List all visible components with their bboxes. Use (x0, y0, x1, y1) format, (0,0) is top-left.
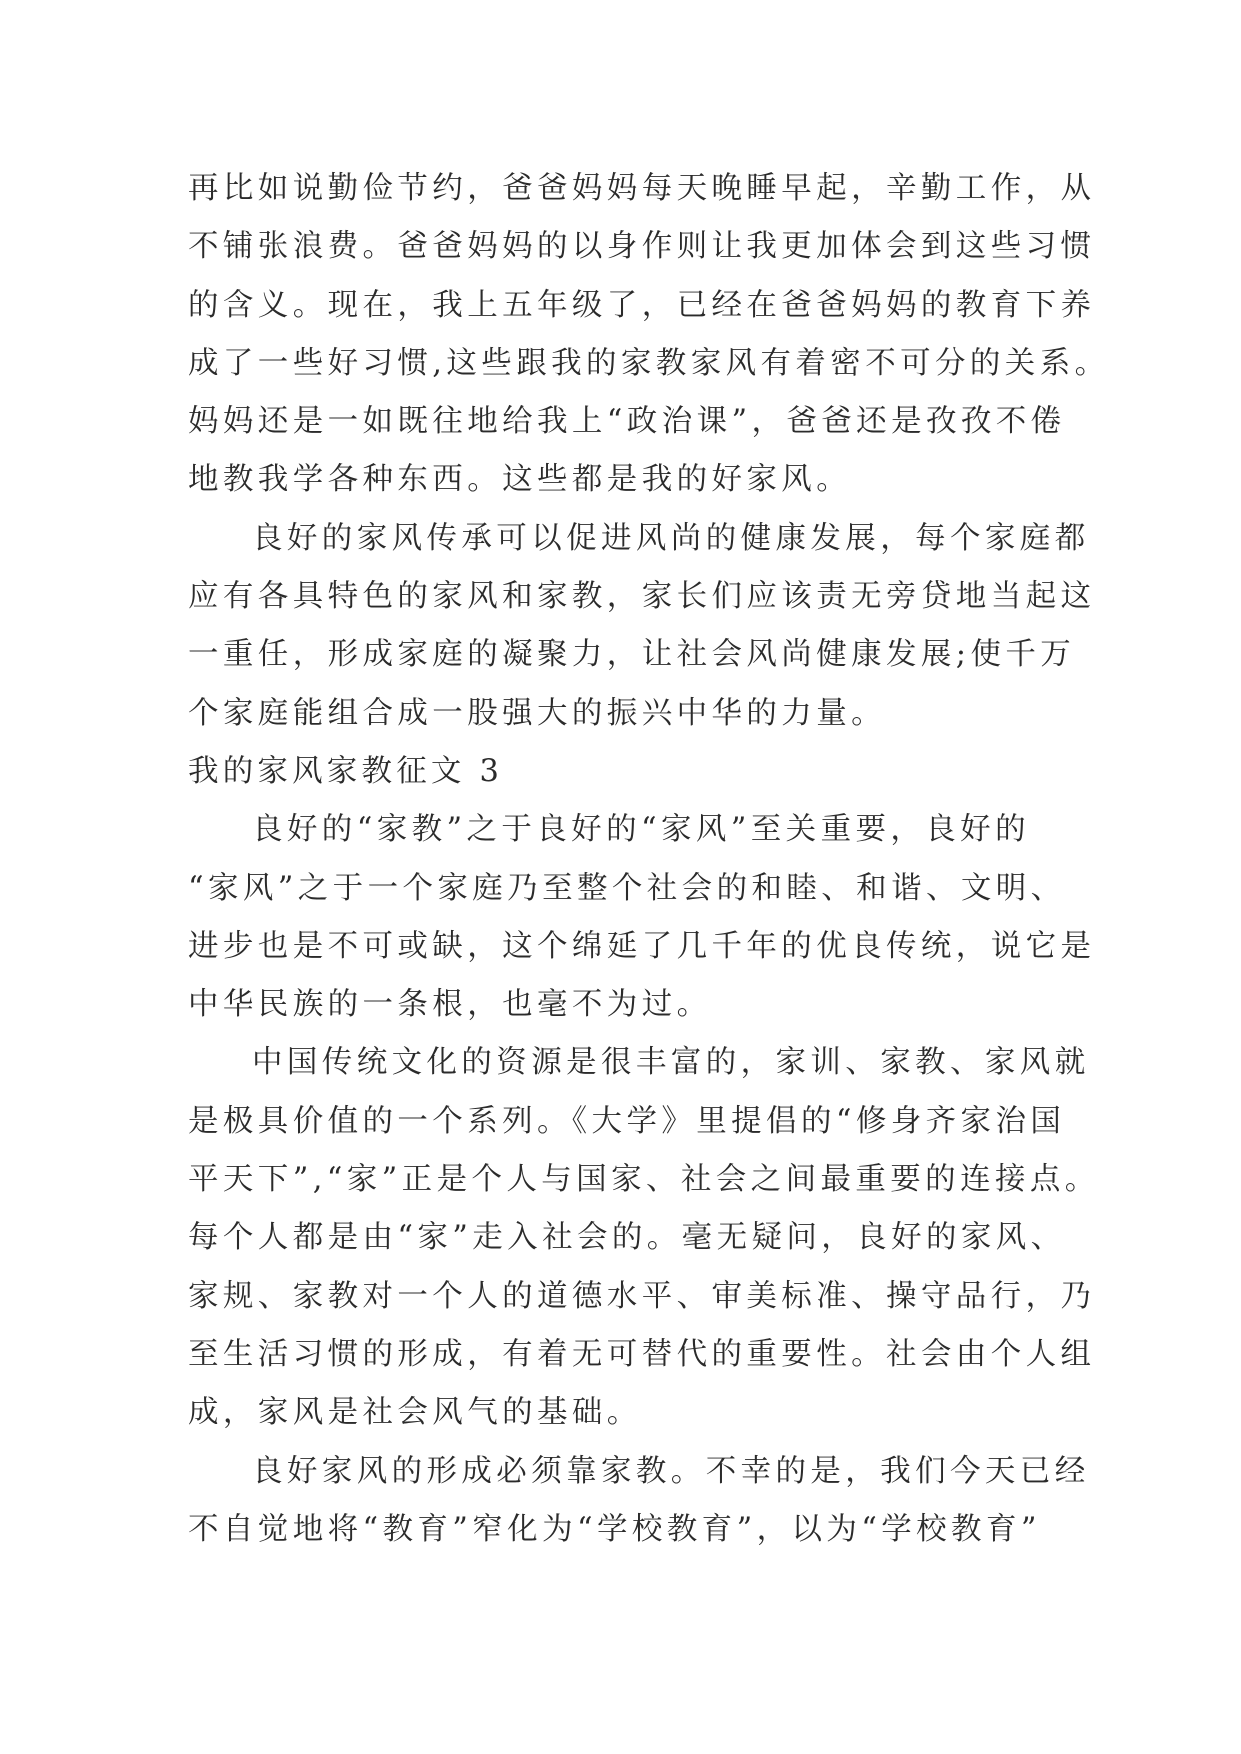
text-line: 每个人都是由“家”走入社会的。毫无疑问，良好的家风、 (188, 1220, 1066, 1256)
text-line: 成，家风是社会风气的基础。 (188, 1395, 642, 1431)
text-line: 不铺张浪费。爸爸妈妈的以身作则让我更加体会到这些习惯 (188, 229, 1096, 265)
text-line: “家风”之于一个家庭乃至整个社会的和睦、和谐、文明、 (188, 870, 1066, 906)
section-heading: 我的家风家教征文 3 (188, 753, 504, 789)
text-line: 的含义。现在，我上五年级了，已经在爸爸妈妈的教育下养 (188, 287, 1096, 323)
text-line: 成了一些好习惯,这些跟我的家教家风有着密不可分的关系。 (188, 345, 1110, 381)
text-line: 平天下”,“家”正是个人与国家、社会之间最重要的连接点。 (188, 1162, 1100, 1198)
document-body (188, 160, 1110, 1559)
paragraph-start-line: 良好家风的形成必须靠家教。不幸的是，我们今天已经 (252, 1453, 1090, 1489)
text-line: 不自觉地将“教育”窄化为“学校教育”，以为“学校教育” (188, 1511, 1041, 1547)
paragraph-start-line: 良好的“家教”之于良好的“家风”至关重要，良好的 (252, 812, 1030, 848)
text-line: 至生活习惯的形成，有着无可替代的重要性。社会由个人组 (188, 1336, 1096, 1372)
text-line: 地教我学各种东西。这些都是我的好家风。 (188, 462, 852, 498)
paragraph-start-line: 中国传统文化的资源是很丰富的，家训、家教、家风就 (252, 1045, 1090, 1081)
text-line: 应有各具特色的家风和家教，家长们应该责无旁贷地当起这 (188, 579, 1096, 615)
text-line: 家规、家教对一个人的道德水平、审美标准、操守品行，乃 (188, 1278, 1096, 1314)
text-line: 是极具价值的一个系列。《大学》里提倡的“修身齐家治国 (188, 1103, 1066, 1139)
text-line: 中华民族的一条根，也毫不为过。 (188, 987, 712, 1023)
text-line: 妈妈还是一如既往地给我上“政治课”，爸爸还是孜孜不倦 (188, 404, 1066, 440)
text-line: 一重任，形成家庭的凝聚力，让社会风尚健康发展;使千万 (188, 637, 1076, 673)
text-line: 个家庭能组合成一股强大的振兴中华的力量。 (188, 695, 886, 731)
paragraph-start-line: 良好的家风传承可以促进风尚的健康发展，每个家庭都 (252, 520, 1090, 556)
text-line: 再比如说勤俭节约，爸爸妈妈每天晚睡早起，辛勤工作，从 (188, 171, 1096, 206)
text-line: 进步也是不可或缺，这个绵延了几千年的优良传统，说它是 (188, 928, 1096, 964)
